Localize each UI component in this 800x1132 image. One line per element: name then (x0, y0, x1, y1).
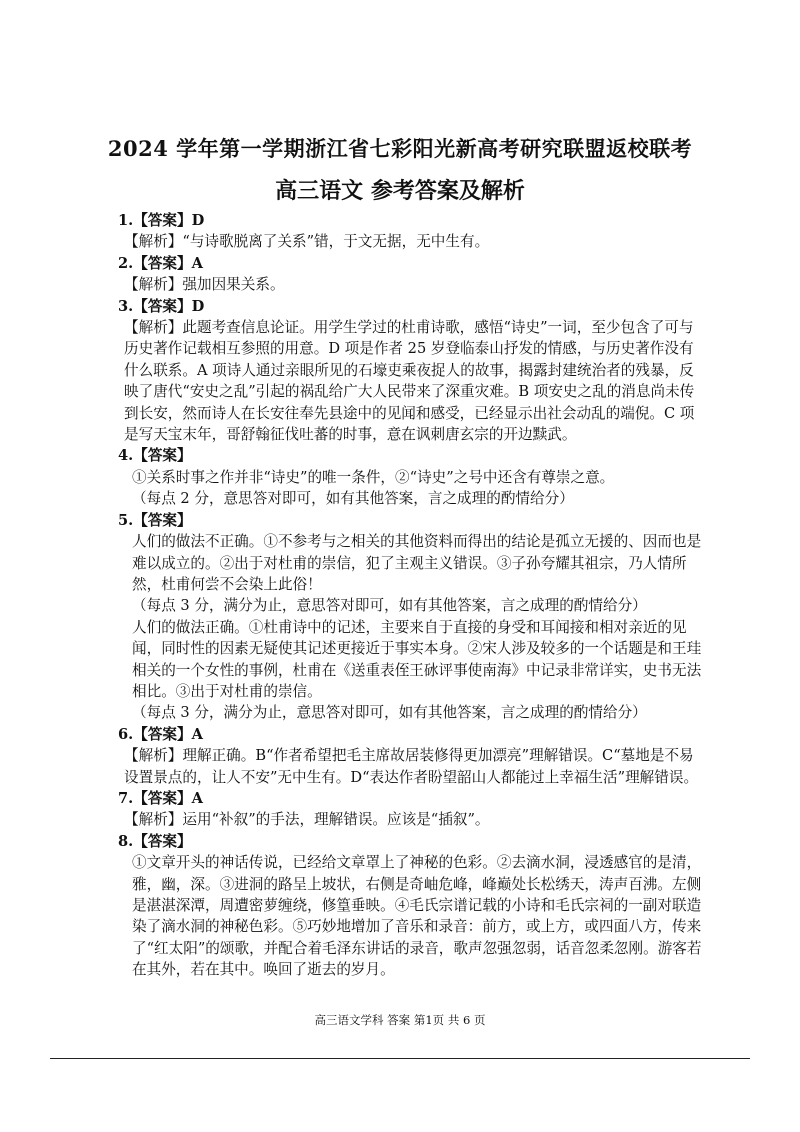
q7-analysis: 【解析】运用“补叙”的手法，理解错误。应该是“插叙”。 (124, 811, 490, 829)
q4-point: ①关系时事之作并非“诗史”的唯一条件，②“诗史”之号中还含有尊崇之意。 (132, 468, 615, 486)
page-subtitle: 高三语文 参考答案及解析 (275, 178, 525, 204)
q8-para: ①文章开头的神话传说，已经给文章罩上了神秘的色彩。②去滴水洞，浸透感官的是清，雅，幽，深。③进洞的路呈上坡状，右侧是奇岫危峰，峰巅处长松绣天，涛声百沸。左侧是湛湛深潭，周遭密萝缠绕，修篁垂映。④毛氏宗谱记载的小诗和毛氏宗祠的一副对联造染了滴水洞的神秘色彩。⑤巧妙地增加了音乐和录音：前方，或上方，或四面八方，传来了“红太阳”的颂歌，并配合着毛泽东讲话的录音，歌声忽强忽弱，话音忽柔忽刚。游客若在其外，若在其中。唤回了逝去的岁月。 (132, 854, 702, 979)
q6-analysis: 【解析】理解正确。B“作者希望把毛主席故居装修得更加漂亮”理解错误。C“墓地是不易设置景点的，让人不安”无中生有。D“表达作者盼望韶山人都能过上幸福生活”理解错误。 (124, 747, 699, 786)
q4-answer: 4.【答案】 (118, 447, 192, 465)
q3-analysis: 【解析】此题考查信息论证。用学生学过的杜甫诗歌，感悟“诗史”一词，至少包含了可与历史著作记载相互参照的用意。D 项是作者 25 岁登临泰山抒发的情感，与历史著作没有什么联系。A 项诗人通过亲眼所见的石壕吏乘夜捉人的故事，揭露封建统治者的残暴，反映了唐代“安史之乱”引起的祸乱给广大人民带来了深重灾难。B 项安史之乱的消息尚未传到长安，然而诗人在长安往奉先县途中的见闻和感受，已经显示出社会动乱的端倪。C 项是写天宝末年，哥舒翰征伐吐蕃的时事，意在讽刺唐玄宗的开边黩武。 (124, 319, 695, 444)
q4-note: （每点 2 分，意思答对即可，如有其他答案，言之成理的酌情给分） (132, 490, 574, 508)
page-footer: 高三语文学科 答案 第1页 共 6 页 (314, 1013, 486, 1027)
q3-answer: 3.【答案】D (118, 297, 205, 315)
q2-answer: 2.【答案】A (118, 254, 203, 272)
q5-para1: 人们的做法不正确。①不参考与之相关的其他资料而得出的结论是孤立无援的、因而也是难以成立的。②出于对杜甫的崇信，犯了主观主义错误。③子孙夸耀其祖宗，乃人情所然，杜甫何尝不会染上此俗！ (132, 533, 702, 593)
q6-answer: 6.【答案】A (118, 725, 203, 743)
q5-para2: 人们的做法正确。①杜甫诗中的记述，主要来自于直接的身受和耳闻接和相对亲近的见闻，同时性的因素无疑使其记述更接近于事实本身。②宋人涉及较多的一个话题是和王珪相关的一个女性的事例，杜甫在《送重表侄王砅评事使南海》中记录非常详实，史书无法相比。③出于对杜甫的崇信。 (132, 618, 702, 700)
page-title: 2024 学年第一学期浙江省七彩阳光新高考研究联盟返校联考 (107, 136, 693, 161)
q2-analysis: 【解析】强加因果关系。 (124, 276, 285, 294)
q5-note2: （每点 3 分，满分为止，意思答对即可，如有其他答案，言之成理的酌情给分） (132, 704, 647, 722)
q5-note1: （每点 3 分，满分为止，意思答对即可，如有其他答案，言之成理的酌情给分） (132, 597, 647, 615)
bottom-divider (50, 1058, 750, 1059)
q1-answer: 1.【答案】D (118, 212, 205, 229)
q1-analysis: 【解析】“与诗歌脱离了关系”错，于文无据，无中生有。 (124, 233, 490, 251)
q7-answer: 7.【答案】A (118, 789, 203, 807)
answer-content (118, 210, 702, 981)
q5-answer: 5.【答案】 (118, 511, 192, 529)
q8-answer: 8.【答案】 (118, 832, 192, 850)
